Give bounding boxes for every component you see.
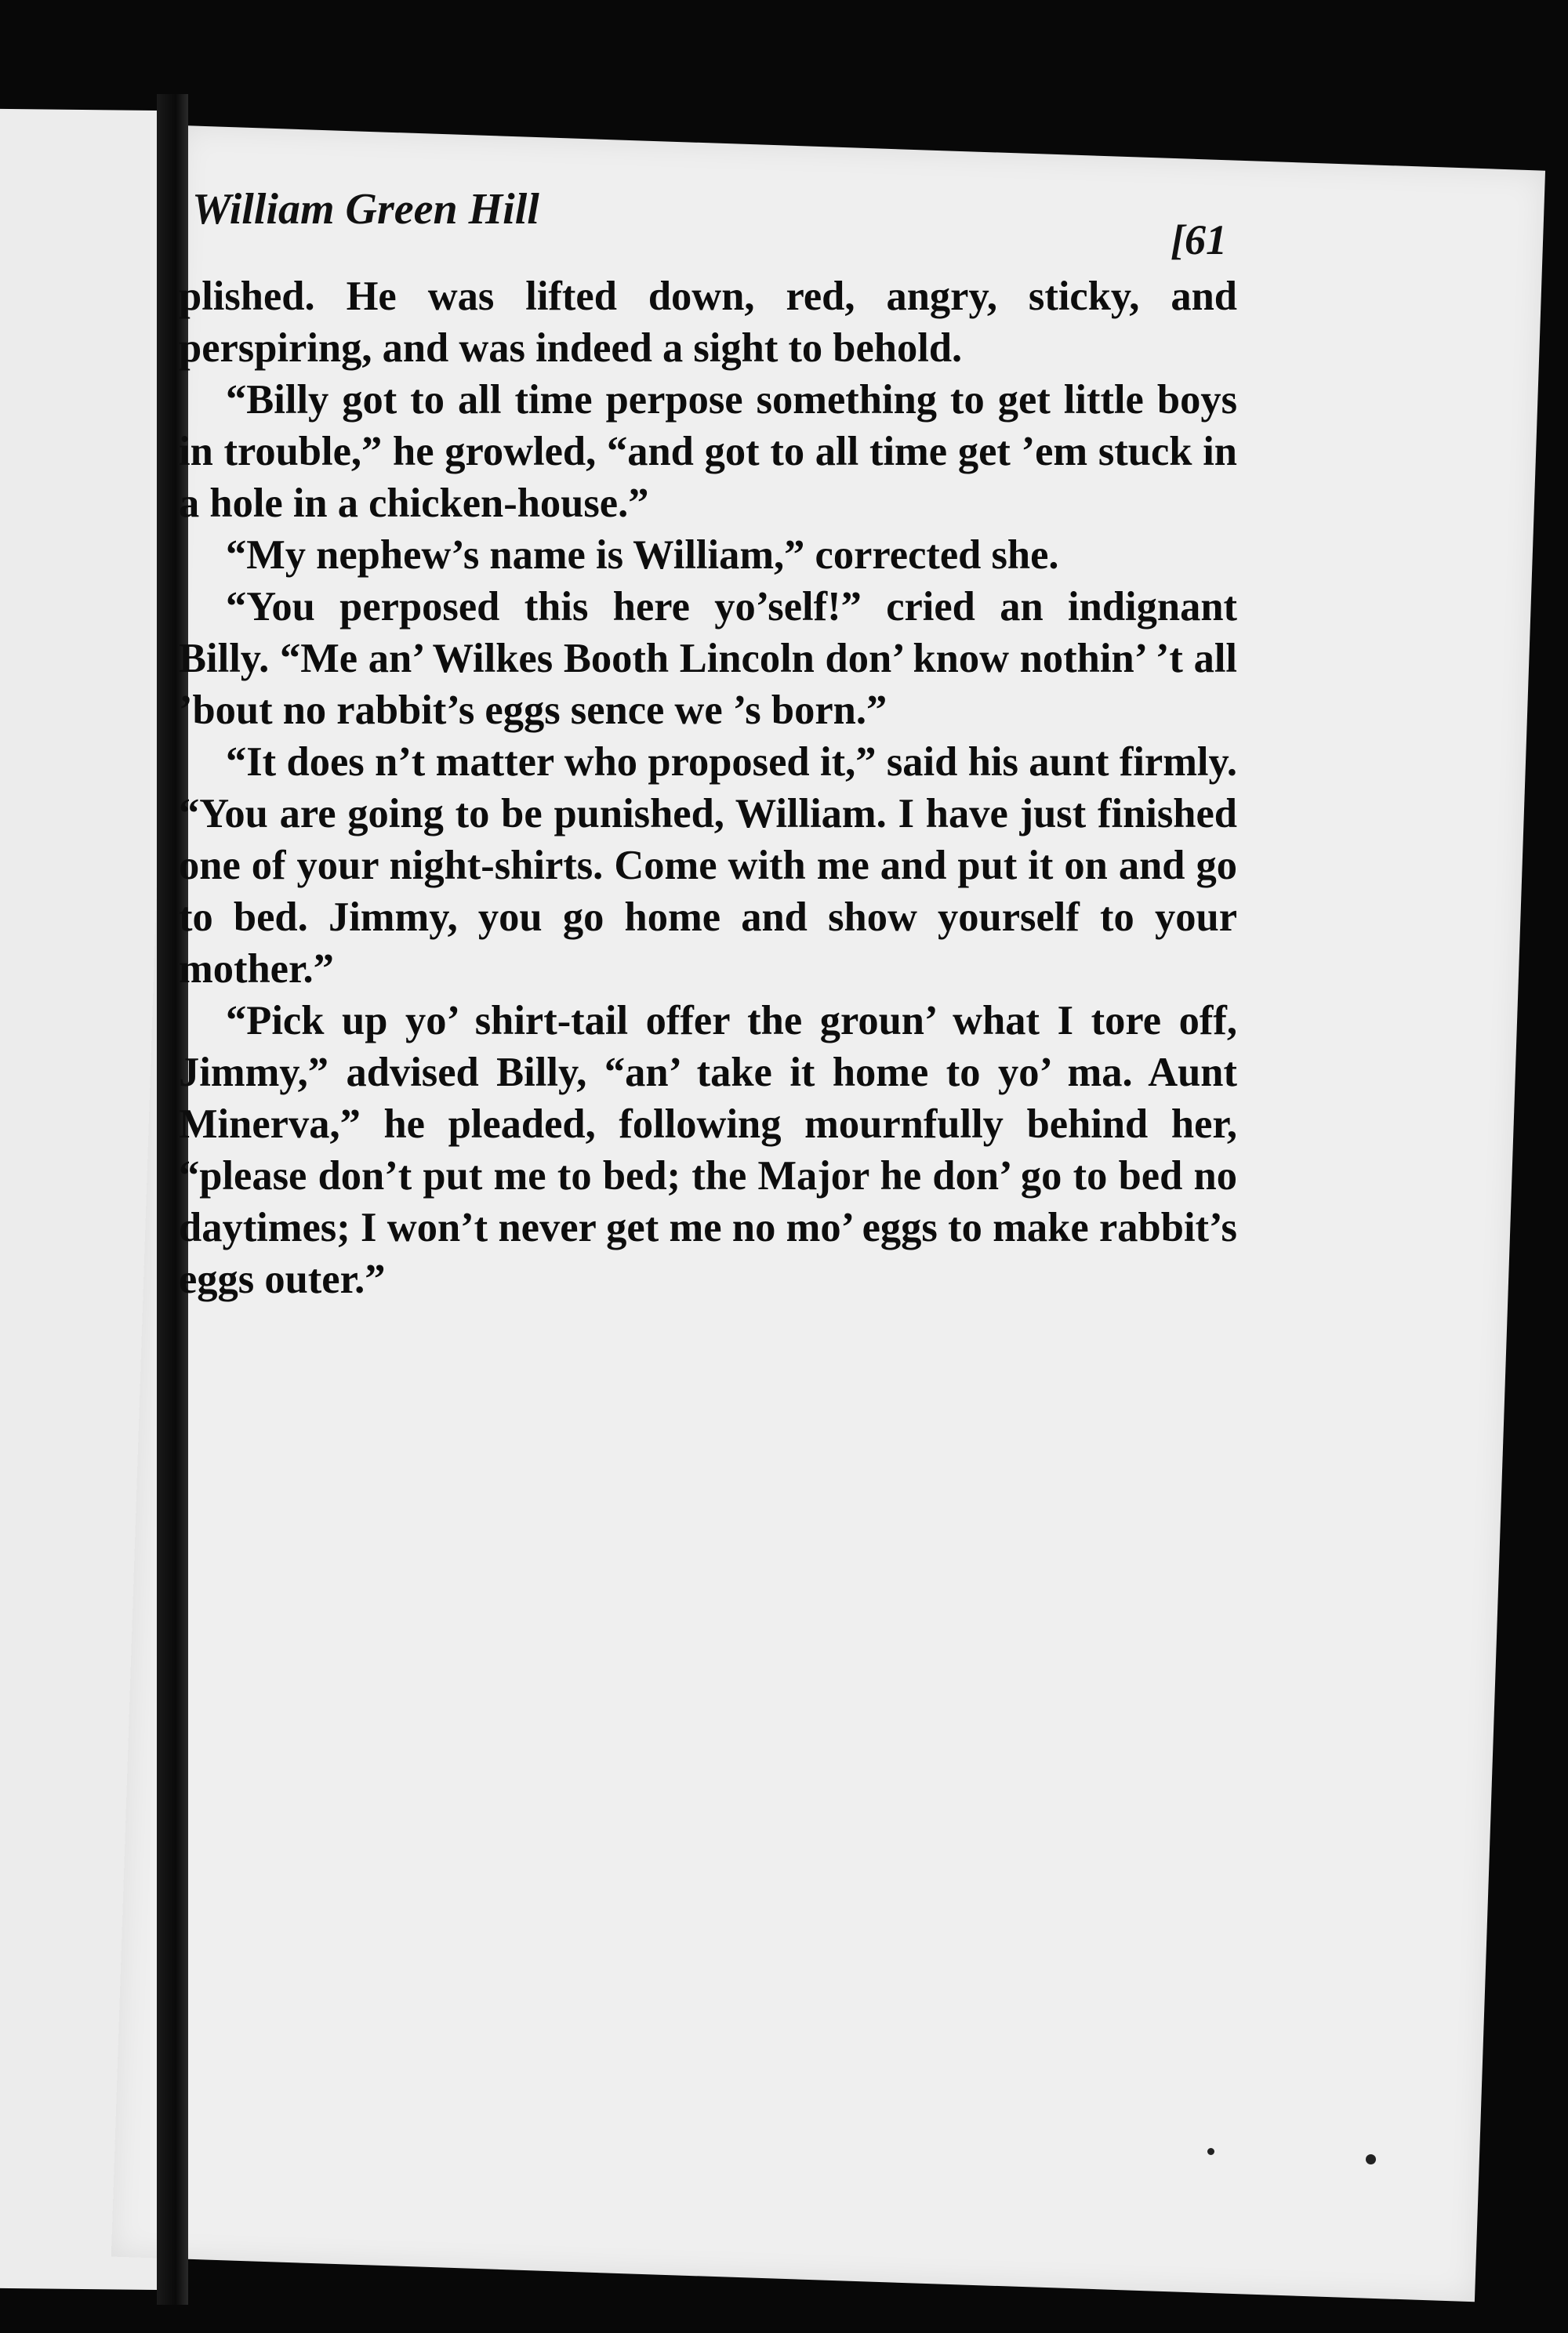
paragraph: plished. He was lifted down, red, angry, sticky, and perspiring, and was indeed a sight to behold. — [179, 274, 1237, 371]
paragraph: “It does n’t matter who proposed it,” said his aunt firmly. “You are going to be punished, William. I have just finished one of your night-shirts. Come with me and put it on and go to bed. Jimmy, you go home and show yourself to your mother.” — [179, 739, 1237, 992]
running-title: William Green Hill — [192, 185, 539, 234]
paragraph: “You perposed this here yo’self!” cried an indignant Billy. “Me an’ Wilkes Booth Lincoln don’ know nothin’ ’t all ’bout no rabbit’s eggs sence we ’s born.” — [179, 584, 1237, 733]
scan-speck — [1366, 2154, 1376, 2164]
scan-speck — [1207, 2148, 1214, 2155]
page-header — [192, 184, 1227, 263]
paragraph: “My nephew’s name is William,” corrected she. — [226, 532, 1059, 578]
page-number: [61 — [1171, 216, 1227, 263]
paragraph: “Billy got to all time perpose something to get little boys in trouble,” he growled, “and got to all time get ’em stuck in a hole in a chicken-house.” — [179, 377, 1237, 526]
paragraph: “Pick up yo’ shirt-tail offer the groun’ what I tore off, Jimmy,” advised Billy, “an’ take it home to yo’ ma. Aunt Minerva,” he pleaded, following mournfully behind her, “please don’t put me to bed; the Major he don’ go to bed no daytimes; I won’t never get me no mo’ eggs to make rabbit’s eggs outer.” — [179, 998, 1237, 1302]
body-text — [179, 270, 1237, 1305]
